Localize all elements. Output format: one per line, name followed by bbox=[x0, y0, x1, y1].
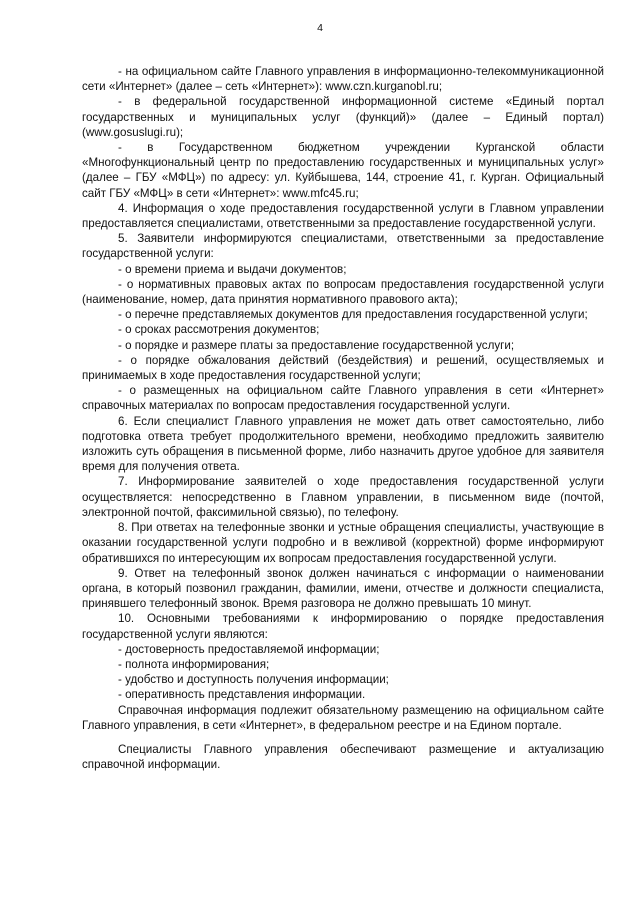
list-item-promptness: - оперативность представления информации. bbox=[118, 688, 366, 702]
paragraph-item-4: 4. Информация о ходе предоставления государственной услуги в Главном управлении предоставляется специалистами, ответственными за предоставление государственной услуги. bbox=[82, 201, 604, 231]
paragraph-reference-info: Справочная информация подлежит обязательному размещению на официальном сайте Главного управления, в сети «Интернет», в федеральном реестре и на Едином портале. bbox=[82, 703, 604, 732]
document-body bbox=[82, 64, 604, 772]
paragraph-item-6: 6. Если специалист Главного управления не может дать ответ самостоятельно, либо подготовка ответа требует продолжительного времени, необходимо предложить заявителю изложить суть обращения в письменной форме, либо назначить другое удобное для заявителя время для получения ответа. bbox=[82, 414, 604, 474]
paragraph-info-unified-portal: - в федеральной государственной информационной системе «Единый портал государственных и муниципальных услуг (функций)» (далее – Единый портал) (www.gosuslugi.ru); bbox=[82, 95, 604, 139]
list-item-review-terms: - о сроках рассмотрения документов; bbox=[118, 323, 320, 337]
list-item-reference-materials: - о размещенных на официальном сайте Главного управления в сети «Интернет» справочных материалах по вопросам предоставления государственной услуги. bbox=[82, 384, 604, 413]
list-item-reception-time: - о времени приема и выдачи документов; bbox=[118, 262, 347, 276]
paragraph-info-mfc: - в Государственном бюджетном учреждении Курганской области «Многофункциональный центр по предоставлению государственных и муниципальных услуг» (далее – ГБУ «МФЦ») по адресу: ул. Куйбышева, 144, строение 41, г. Курган. Официальный сайт ГБУ «МФЦ» в сети «Интернет»: www.mfc45.ru; bbox=[82, 141, 604, 200]
list-item-documents-list: - о перечне представляемых документов для предоставления государственной услуги; bbox=[118, 308, 588, 322]
paragraph-item-9: 9. Ответ на телефонный звонок должен начинаться с информации о наименовании органа, в который позвонил гражданин, фамилии, имени, отчестве и должности специалиста, принявшего телефонный звонок. Время разговора не должно превышать 10 минут. bbox=[82, 566, 604, 611]
paragraph-item-10: 10. Основными требованиями к информированию о порядке предоставления государственной услуги являются: bbox=[82, 612, 604, 641]
list-item-legal-acts: - о нормативных правовых актах по вопросам предоставления государственной услуги (наименование, номер, дата принятия нормативного правового акта); bbox=[82, 277, 604, 307]
list-item-appeal: - о порядке обжалования действий (бездействия) и решений, осуществляемых и принимаемых в ходе предоставления государственной услуги; bbox=[82, 353, 604, 383]
paragraph-item-5: 5. Заявители информируются специалистами, ответственными за предоставление государственной услуги: bbox=[82, 232, 604, 261]
list-item-fee: - о порядке и размере платы за предоставление государственной услуги; bbox=[118, 338, 515, 352]
paragraph-item-7: 7. Информирование заявителей о ходе предоставления государственной услуги осуществляется: непосредственно в Главном управлении, в письменном виде (почтой, электронной почтой, факсимильной связью), по телефону. bbox=[82, 475, 604, 519]
list-item-completeness: - полнота информирования; bbox=[118, 657, 270, 671]
list-item-accessibility: - удобство и доступность получения информации; bbox=[118, 673, 389, 687]
paragraph-item-8: 8. При ответах на телефонные звонки и устные обращения специалисты, участвующие в оказании государственной услуги подробно и в вежливой (корректной) форме информируют обратившихся по интересующим их вопросам предоставления государственной услуги. bbox=[82, 521, 604, 565]
paragraph-specialists-update: Специалисты Главного управления обеспечивают размещение и актуализацию справочной информации. bbox=[82, 742, 604, 772]
page-number: 4 bbox=[317, 22, 323, 34]
paragraph-info-official-site: - на официальном сайте Главного управления в информационно-телекоммуникационной сети «Интернет» (далее – сеть «Интернет»): www.czn.kurganobl.ru; bbox=[82, 65, 604, 94]
list-item-reliability: - достоверность предоставляемой информации; bbox=[118, 642, 380, 656]
